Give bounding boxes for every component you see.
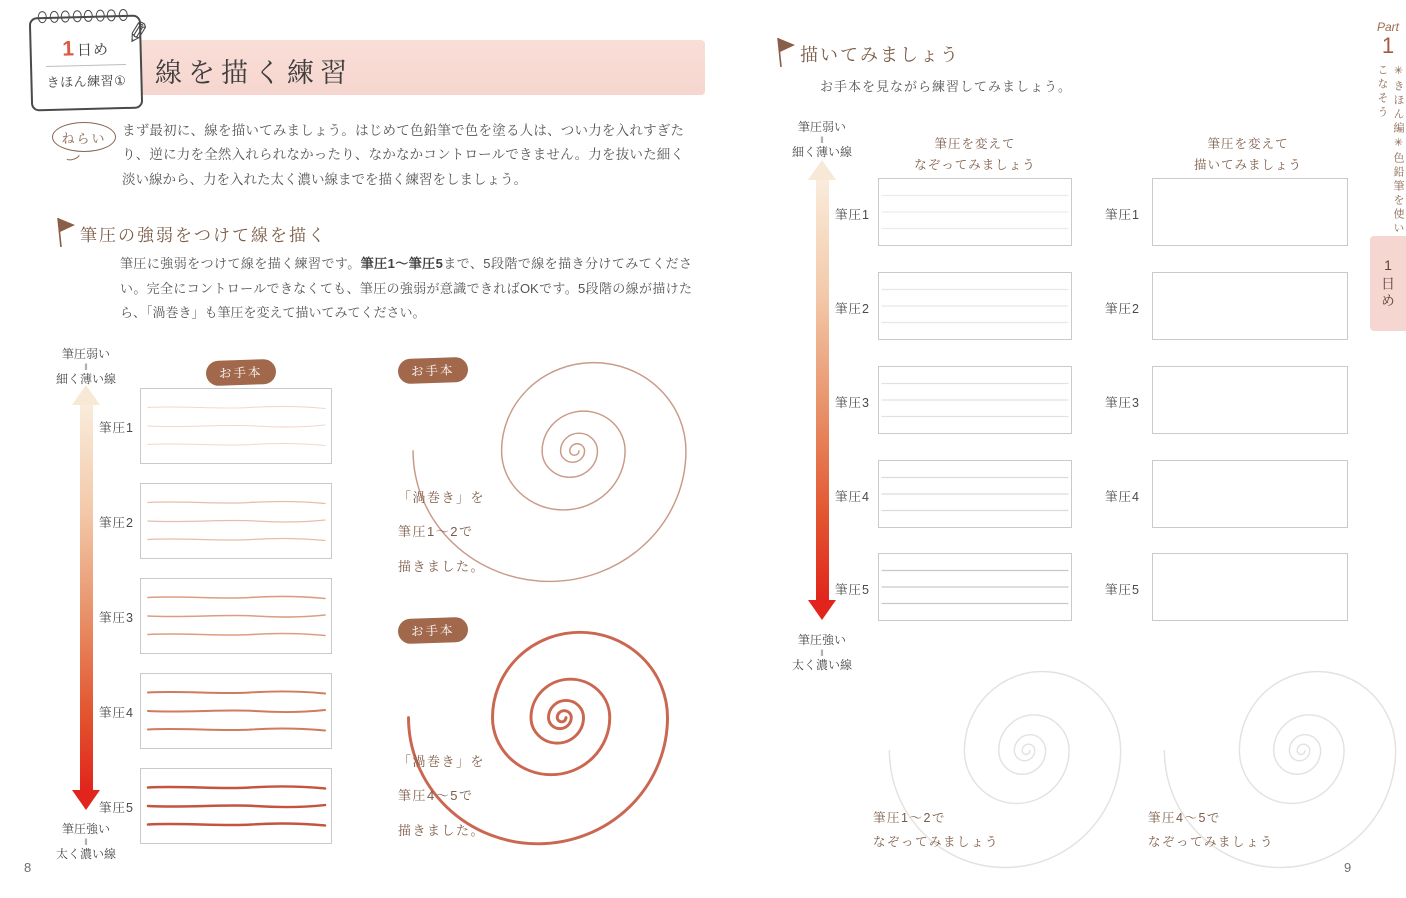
spiral-note-2: 「渦巻き」を 筆圧4〜5で 描きました。	[398, 754, 486, 838]
draw-box-1[interactable]	[1152, 178, 1348, 246]
draw-box-4[interactable]	[1152, 460, 1348, 528]
sidebar-part-label: Part	[1376, 20, 1399, 34]
pressure-row-label: 筆圧3	[99, 611, 134, 625]
example-line-box-1	[140, 388, 332, 464]
pressure-row-label: 筆圧4	[99, 706, 134, 720]
example-line-box-2	[140, 483, 332, 559]
trace-spiral-caption-1: 筆圧1〜2で なぞってみましょう	[873, 811, 1000, 850]
pressure-row-label: 筆圧5	[99, 801, 134, 815]
flag-icon	[55, 216, 77, 248]
example-line-box-4	[140, 673, 332, 749]
section-title: 描いてみましょう	[800, 45, 960, 65]
aim-text: まず最初に、線を描いてみましょう。はじめて色鉛筆で色を塗る人は、つい力を入れすぎたり、逆に力を全然入れられなかったり、なかなかコントロールできません。力を抜いた細く淡い線から、力を入れた太く濃い線までを描く練習をしましょう。	[122, 123, 684, 187]
spiral-binding-icon	[38, 9, 128, 23]
day-note-badge	[29, 14, 153, 112]
pressure-row-label: 筆圧1	[99, 421, 134, 435]
pressure-gradient-arrow	[808, 160, 836, 620]
trace-box-3[interactable]	[878, 366, 1072, 434]
pressure-strong-label: 筆圧強い ‖ 太く濃い線	[55, 822, 116, 862]
day-label: 1 日め	[61, 36, 110, 61]
trace-box-2[interactable]	[878, 272, 1072, 340]
example-line-box-3	[140, 578, 332, 654]
page-title: 線を描く練習	[155, 58, 353, 88]
example-badge: お手本	[206, 360, 276, 385]
title-banner	[55, 40, 705, 95]
pressure-weak-label: 筆圧弱い ‖ 細く薄い線	[791, 120, 852, 160]
pressure-row-label: 筆圧1	[835, 208, 870, 222]
trace-spiral-caption-2: 筆圧4〜5で なぞってみましょう	[1148, 811, 1275, 850]
pressure-strong-label: 筆圧強い ‖ 太く濃い線	[791, 633, 852, 673]
pressure-row-label: 筆圧5	[1105, 583, 1140, 597]
pressure-row-label: 筆圧2	[1105, 302, 1140, 316]
draw-box-2[interactable]	[1152, 272, 1348, 340]
example-badge: お手本	[398, 618, 468, 643]
trace-box-1[interactable]	[878, 178, 1072, 246]
pressure-row-label: 筆圧4	[835, 490, 870, 504]
sidebar-day-tab: 1日め	[1370, 236, 1406, 331]
section-title: 筆圧の強弱をつけて線を描く	[80, 226, 327, 245]
pressure-row-label: 筆圧5	[835, 583, 870, 597]
draw-column-header: 筆圧を変えて 描いてみましょう	[1193, 137, 1302, 173]
pressure-row-label: 筆圧2	[99, 516, 134, 530]
pressure-row-label: 筆圧3	[835, 396, 870, 410]
pencil-icon: ✎	[122, 14, 153, 52]
pressure-row-label: 筆圧1	[1105, 208, 1140, 222]
section-subtitle: お手本を見ながら練習してみましょう。	[820, 79, 1073, 94]
sidebar-series-title: ✳きほん編✳色鉛筆を使いこなそう	[1376, 64, 1404, 236]
pressure-row-label: 筆圧3	[1105, 396, 1140, 410]
trace-box-5[interactable]	[878, 553, 1072, 621]
draw-box-3[interactable]	[1152, 366, 1348, 434]
section-paragraph: 筆圧に強弱をつけて線を描く練習です。筆圧1〜筆圧5まで、5段階で線を描き分けてみてください。完全にコントロールできなくても、筆圧の強弱が意識できればOKです。5段階の線が描けたら、「渦巻き」も筆圧を変えて描いてみてください。	[120, 256, 692, 321]
lesson-label: きほん練習①	[46, 63, 126, 90]
page-number-right: 9	[1344, 860, 1352, 875]
example-line-box-5	[140, 768, 332, 844]
trace-box-4[interactable]	[878, 460, 1072, 528]
aim-badge: ねらい	[52, 122, 116, 152]
pressure-gradient-arrow	[72, 385, 100, 810]
sidebar-part-number: 1	[1381, 33, 1395, 58]
draw-box-5[interactable]	[1152, 553, 1348, 621]
trace-column-header: 筆圧を変えて なぞってみましょう	[914, 137, 1036, 173]
pressure-row-label: 筆圧2	[835, 302, 870, 316]
page-number-left: 8	[24, 860, 32, 875]
pressure-row-label: 筆圧4	[1105, 490, 1140, 504]
example-badge: お手本	[398, 358, 468, 383]
flag-icon	[775, 36, 797, 68]
pressure-weak-label: 筆圧弱い ‖ 細く薄い線	[55, 347, 116, 387]
spiral-note-1: 「渦巻き」を 筆圧1〜2で 描きました。	[398, 490, 486, 574]
